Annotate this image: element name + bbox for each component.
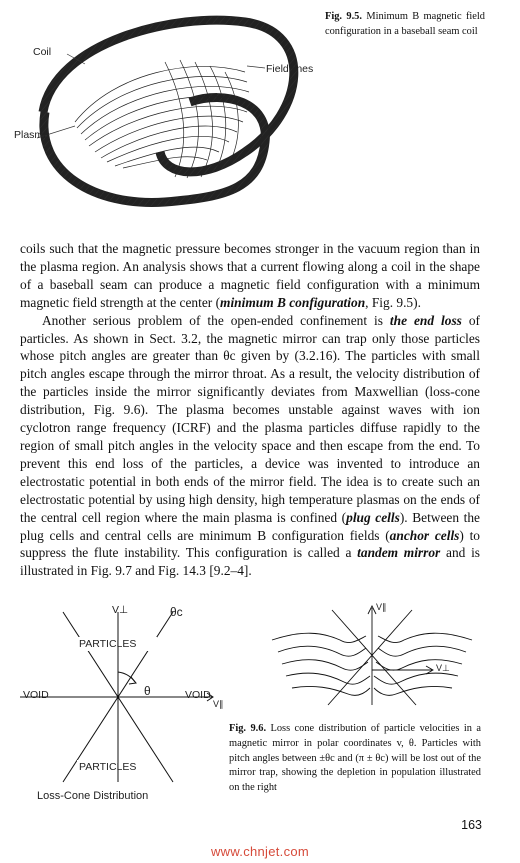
para2-emphasis-plug-cells: plug cells: [346, 509, 400, 525]
baseball-seam-coil-figure: [15, 2, 315, 224]
para2-emphasis-end-loss: the end loss: [389, 312, 462, 328]
coil-label: Coil: [33, 46, 52, 58]
fig-9-5-caption-number: Fig. 9.5.: [325, 11, 362, 22]
theta-arc: [118, 672, 135, 682]
particles-bottom-label: PARTICLES: [79, 761, 137, 773]
right-v-perp-label: V⊥: [436, 663, 450, 673]
fig-9-6-caption: [229, 722, 481, 796]
para1-text-b: , Fig. 9.5).: [365, 294, 421, 310]
fig-9-6-caption-number: Fig. 9.6.: [229, 723, 267, 734]
paragraph-1: [20, 240, 480, 312]
paragraph-2: [20, 312, 480, 581]
void-left-label: VOID: [23, 689, 49, 701]
para2-emphasis-tandem-mirror: tandem mirror: [357, 545, 441, 561]
page-number: 163: [461, 818, 482, 832]
fig-9-5-caption: [325, 10, 485, 40]
void-right-label: VOID: [185, 689, 211, 701]
theta-c-label: θc: [170, 605, 183, 619]
para1-text-a: coils such that the magnetic pressure becomes stronger in the vacuum region than in the plasma region. An analysis shows that a current flowing along a coil in the shape of a baseball seam can produce a magnetic field configuration with a minimum magnetic field strength at the center (: [20, 241, 480, 310]
velocity-distribution-contours: [262, 600, 482, 715]
para2-text-c: ). Between the plug cells and central cells are minimum B configuration fields (: [20, 509, 481, 543]
watermark: www.chnjet.com: [210, 844, 310, 859]
para2-text-d: ) to suppress the flute instability. This configuration is called a: [20, 527, 480, 561]
para2-text-a: Another serious problem of the open-ended confinement is: [42, 312, 390, 328]
particles-top-label: PARTICLES: [79, 638, 137, 650]
para2-emphasis-anchor-cells: anchor cells: [389, 527, 460, 543]
para2-text-e: and is illustrated in Fig. 9.7 and Fig. 14.3 [9.2–4].: [20, 545, 481, 579]
v-par-label: V∥: [213, 699, 224, 709]
field-lines-label: Field lines: [266, 63, 314, 75]
fig-9-5-caption-text: Minimum B magnetic field configuration in a baseball seam coil: [325, 11, 485, 37]
body-text: [20, 240, 480, 580]
fig-9-6-caption-text: Loss cone distribution of particle velocities in a magnetic mirror in polar coordinates v, θ. Particles with pitch angles between ±θc and (π ± θc) will be lost out of the mirror trap, showing the depletion in population illustrated on the right: [229, 723, 481, 794]
para2-text-b: of particles. As shown in Sect. 3.2, the magnetic mirror can trap only those particles whose pitch angles are greater than θc given by (3.2.16). The particles with small pitch angles escape through the mirror throat. As a result, the velocity distribution of the particles inside the mirror significantly deviates from Maxwellian (loss-cone distribution, Fig. 9.6). The plasma becomes unstable against waves with ion cyclotron range frequency (ICRF) and the plasma particles diffuse rapidly to the region of small pitch angles in the velocity space and then escape from the end. To prevent this end loss of the particles, a device was invented to introduce an electrostatic potential in both ends of the mirror field. The idea is to create such an electrostatic potential by using high density, high temperature plasmas on the ends of the central cell region where the main plasma is confined (: [20, 312, 480, 525]
theta-label: θ: [144, 684, 151, 698]
right-v-par-label: V∥: [376, 602, 387, 612]
plasma-label: Plasma: [14, 129, 50, 141]
v-perp-label: V⊥: [112, 604, 129, 616]
para1-emphasis: minimum B configuration: [220, 294, 366, 310]
loss-cone-title: Loss-Cone Distribution: [37, 790, 149, 802]
